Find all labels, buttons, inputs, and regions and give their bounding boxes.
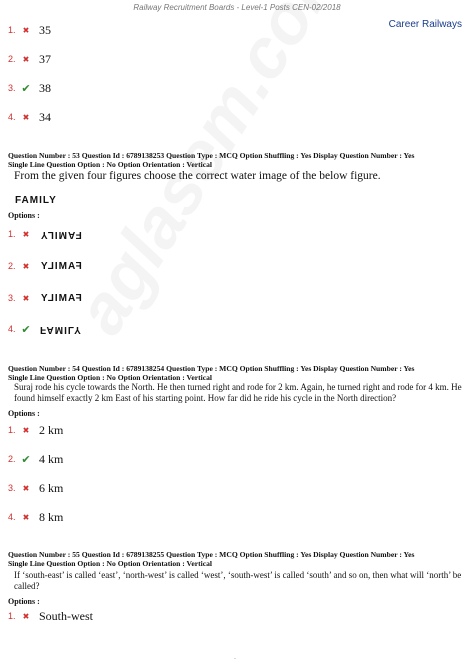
q55-meta-line-1: Question Number : 55 Question Id : 6789138255 Question Type : MCQ Option Shuffling : Yes Display Question Number : Yes bbox=[8, 550, 415, 559]
q53-meta bbox=[8, 151, 468, 169]
q53-option-1[interactable] bbox=[8, 226, 82, 242]
option-number: 1. bbox=[8, 611, 16, 621]
q52-option-3[interactable] bbox=[8, 80, 51, 96]
q53-option-3[interactable] bbox=[8, 290, 82, 306]
q52-option-1[interactable] bbox=[8, 22, 51, 38]
option-number: 3. bbox=[8, 83, 16, 93]
q55-meta-line-2: Single Line Question Option : No Option Orientation : Vertical bbox=[8, 559, 212, 568]
cross-icon: ✖ bbox=[22, 112, 30, 122]
check-icon: ✔ bbox=[21, 322, 31, 336]
option-text: South-west bbox=[39, 608, 93, 623]
option-text: 34 bbox=[39, 109, 51, 124]
cross-icon: ✖ bbox=[22, 229, 30, 239]
option-text: 37 bbox=[39, 51, 51, 66]
option-image-text: FAMILY bbox=[40, 260, 82, 272]
q54-meta-line-1: Question Number : 54 Question Id : 6789138254 Question Type : MCQ Option Shuffling : Yes Display Question Number : Yes bbox=[8, 364, 415, 373]
option-text: 2 km bbox=[39, 422, 64, 437]
q54-option-4[interactable] bbox=[8, 509, 63, 525]
option-number: 4. bbox=[8, 512, 16, 522]
check-icon: ✔ bbox=[21, 452, 31, 466]
q55-options-label: Options : bbox=[8, 597, 40, 606]
option-text: 38 bbox=[39, 80, 51, 95]
cross-icon: ✖ bbox=[22, 512, 30, 522]
q53-option-2[interactable] bbox=[8, 258, 82, 274]
option-image-text: FAMILY bbox=[40, 292, 82, 304]
q54-options-label: Options : bbox=[8, 409, 40, 418]
cross-icon: ✖ bbox=[22, 261, 30, 271]
q52-option-2[interactable] bbox=[8, 51, 51, 67]
q54-meta-line-2: Single Line Question Option : No Option Orientation : Vertical bbox=[8, 373, 212, 382]
option-number: 2. bbox=[8, 54, 16, 64]
option-number: 3. bbox=[8, 483, 16, 493]
running-header: Railway Recruitment Boards - Level-1 Posts CEN-02/2018 bbox=[133, 3, 341, 12]
q53-meta-line-2: Single Line Question Option : No Option Orientation : Vertical bbox=[8, 160, 212, 169]
check-icon: ✔ bbox=[21, 81, 31, 95]
cross-icon: ✖ bbox=[22, 611, 30, 621]
option-number: 2. bbox=[8, 261, 16, 271]
option-number: 2. bbox=[8, 454, 16, 464]
q53-options-label: Options : bbox=[8, 211, 40, 220]
cross-icon: ✖ bbox=[22, 54, 30, 64]
q54-option-2[interactable] bbox=[8, 451, 63, 467]
option-number: 1. bbox=[8, 229, 16, 239]
option-number: 1. bbox=[8, 425, 16, 435]
option-number: 4. bbox=[8, 324, 16, 334]
q53-meta-line-1: Question Number : 53 Question Id : 6789138253 Question Type : MCQ Option Shuffling : Yes Display Question Number : Yes bbox=[8, 151, 415, 160]
option-number: 1. bbox=[8, 25, 16, 35]
q54-question-text: Suraj rode his cycle towards the North. He then turned right and rode for 2 km. Again, he turned right and rode for 4 km. He found himself exactly 2 km East of his starting point. How far did he ride his cycle in the North direction? bbox=[14, 382, 462, 403]
q53-option-4[interactable] bbox=[8, 321, 82, 337]
cross-icon: ✖ bbox=[22, 25, 30, 35]
option-image-text: FAMILY bbox=[40, 323, 82, 335]
brand-label: Career Railways bbox=[388, 19, 462, 30]
q54-option-1[interactable] bbox=[8, 422, 63, 438]
option-text: 6 km bbox=[39, 480, 64, 495]
option-number: 3. bbox=[8, 293, 16, 303]
q52-option-4[interactable] bbox=[8, 109, 51, 125]
option-text: 4 km bbox=[39, 451, 64, 466]
cross-icon: ✖ bbox=[22, 293, 30, 303]
option-image-text: FAMILY bbox=[40, 228, 82, 240]
option-number: 4. bbox=[8, 112, 16, 122]
option-text: 8 km bbox=[39, 509, 64, 524]
page-footer-mark: - bbox=[234, 656, 236, 662]
cross-icon: ✖ bbox=[22, 483, 30, 493]
q55-option-1[interactable] bbox=[8, 608, 93, 624]
cross-icon: ✖ bbox=[22, 425, 30, 435]
q53-question-text: From the given four figures choose the correct water image of the below figure. bbox=[14, 170, 381, 182]
q54-meta bbox=[8, 364, 468, 382]
q53-figure: FAMILY bbox=[15, 195, 57, 206]
q55-meta bbox=[8, 550, 468, 568]
q54-option-3[interactable] bbox=[8, 480, 63, 496]
q55-question-text: If ‘south-east’ is called ‘east’, ‘north-west’ is called ‘west’, ‘south-west’ is called ‘south’ and so on, then what will ‘north’ be called? bbox=[14, 570, 462, 591]
option-text: 35 bbox=[39, 22, 51, 37]
